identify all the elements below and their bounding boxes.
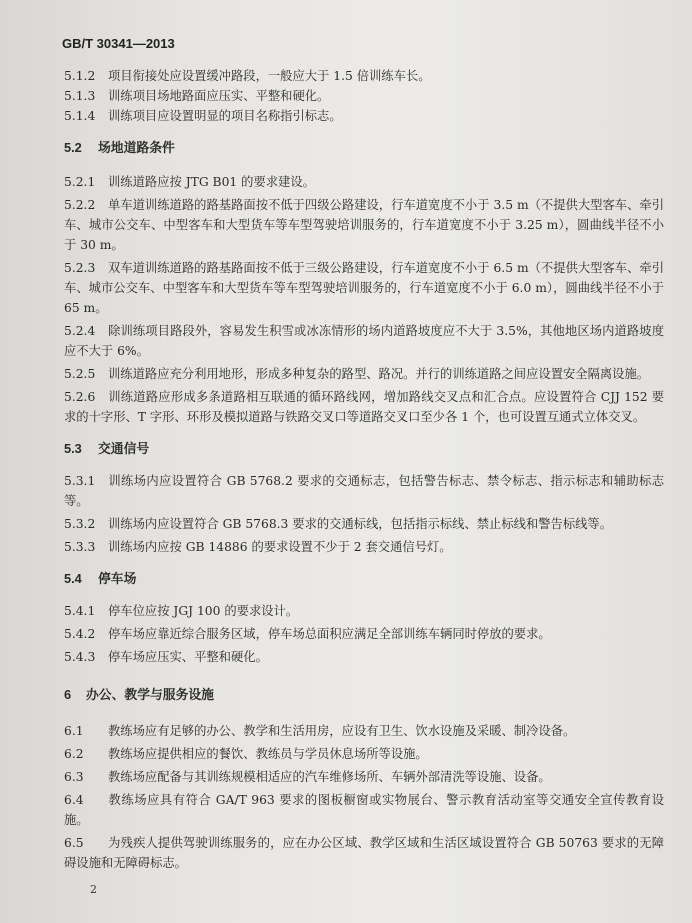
clause-number: 6.2 — [64, 747, 84, 761]
section-5-2-heading — [64, 138, 664, 158]
clause-text: 训练道路应形成多条道路相互联通的循环路线网，增加路线交叉点和汇合点。应设置符合 CJJ 152 要求的十字形、T 字形、环形及模拟道路与铁路交叉口等道路交叉口至少各 1 个，也可设置互通式立体交叉。 — [64, 390, 664, 424]
clause-number: 6.1 — [64, 724, 84, 738]
document-body — [64, 66, 664, 873]
clause-6-3 — [64, 767, 664, 787]
clause-text: 训练道路应按 JTG B01 的要求建设。 — [108, 175, 315, 189]
section-5-4-heading — [64, 569, 664, 589]
section-title: 办公、教学与服务设施 — [86, 687, 214, 702]
clause-5-4-2 — [64, 624, 664, 644]
section-5-1-tail — [64, 66, 664, 126]
clause-5-4-1 — [64, 601, 664, 621]
clause-number: 5.4.3 — [64, 650, 96, 664]
section-number: 5.4 — [64, 571, 82, 586]
clause-5-2-4 — [64, 321, 664, 361]
clause-number: 5.2.2 — [64, 198, 96, 212]
clause-6-5 — [64, 833, 664, 873]
clause-text: 单车道训练道路的路基路面按不低于四级公路建设，行车道宽度不小于 3.5 m（不提供大型客车、牵引车、城市公交车、中型客车和大型货车等车型驾驶培训服务的，行车道宽度不小于 3.25 m），圆曲线半径不小于 30 m。 — [64, 198, 664, 252]
clause-text: 停车场应压实、平整和硬化。 — [108, 650, 268, 664]
clause-number: 5.3.3 — [64, 540, 96, 554]
clause-5-1-4 — [64, 106, 664, 126]
clause-5-2-3 — [64, 258, 664, 318]
clause-5-1-3 — [64, 86, 664, 106]
clause-text: 教练场应提供相应的餐饮、教练员与学员休息场所等设施。 — [108, 747, 428, 761]
clause-number: 5.2.6 — [64, 390, 96, 404]
clause-5-4-3 — [64, 647, 664, 667]
clause-5-3-3 — [64, 537, 664, 557]
clause-text: 教练场应配备与其训练规模相适应的汽车维修场所、车辆外部清洗等设施、设备。 — [108, 770, 551, 784]
clause-text: 停车位应按 JGJ 100 的要求设计。 — [108, 604, 299, 618]
clause-6-1 — [64, 721, 664, 741]
standard-code-header: GB/T 30341—2013 — [62, 36, 175, 51]
clause-text: 训练场内应按 GB 14886 的要求设置不少于 2 套交通信号灯。 — [108, 540, 452, 554]
clause-5-3-1 — [64, 471, 664, 511]
clause-text: 双车道训练道路的路基路面按不低于三级公路建设，行车道宽度不小于 6.5 m（不提供大型客车、牵引车、城市公交车、中型客车和大型货车等车型驾驶培训服务的，行车道宽度不小于 6.0 m），圆曲线半径不小于 65 m。 — [64, 261, 664, 315]
clause-number: 5.2.5 — [64, 367, 96, 381]
clause-text: 停车场应靠近综合服务区域，停车场总面积应满足全部训练车辆同时停放的要求。 — [108, 627, 551, 641]
section-5-3-heading — [64, 439, 664, 459]
clause-text: 训练场内应设置符合 GB 5768.2 要求的交通标志，包括警告标志、禁令标志、指示标志和辅助标志等。 — [64, 474, 664, 508]
clause-6-4 — [64, 790, 664, 830]
section-5-2-body — [64, 172, 664, 427]
section-6-heading — [64, 685, 664, 705]
section-6-body — [64, 721, 664, 873]
clause-5-1-2 — [64, 66, 664, 86]
clause-number: 6.4 — [64, 793, 84, 807]
clause-number: 5.1.4 — [64, 109, 96, 123]
clause-number: 5.4.1 — [64, 604, 96, 618]
clause-5-2-5 — [64, 364, 664, 384]
clause-text: 训练项目场地路面应压实、平整和硬化。 — [108, 89, 330, 103]
section-number: 5.3 — [64, 441, 82, 456]
section-title: 交通信号 — [98, 441, 150, 456]
clause-text: 训练项目应设置明显的项目名称指引标志。 — [108, 109, 342, 123]
clause-number: 5.2.3 — [64, 261, 96, 275]
clause-5-2-2 — [64, 195, 664, 255]
clause-number: 5.2.4 — [64, 324, 96, 338]
clause-number: 5.2.1 — [64, 175, 96, 189]
section-5-3-body — [64, 471, 664, 557]
clause-number: 6.3 — [64, 770, 84, 784]
clause-5-3-2 — [64, 514, 664, 534]
section-title: 停车场 — [98, 571, 137, 586]
clause-number: 5.3.1 — [64, 474, 96, 488]
section-number: 6 — [64, 687, 72, 702]
clause-text: 训练道路应充分利用地形，形成多种复杂的路型、路况。并行的训练道路之间应设置安全隔离设施。 — [108, 367, 650, 381]
page-number: 2 — [90, 883, 97, 896]
clause-text: 为残疾人提供驾驶训练服务的，应在办公区域、教学区域和生活区域设置符合 GB 50763 要求的无障碍设施和无障碍标志。 — [64, 836, 664, 870]
clause-number: 5.1.3 — [64, 89, 96, 103]
clause-text: 训练场内应设置符合 GB 5768.3 要求的交通标线，包括指示标线、禁止标线和警告标线等。 — [108, 517, 613, 531]
clause-number: 6.5 — [64, 836, 84, 850]
clause-6-2 — [64, 744, 664, 764]
section-5-4-body — [64, 601, 664, 667]
clause-number: 5.4.2 — [64, 627, 96, 641]
clause-text: 教练场应具有符合 GA/T 963 要求的图板橱窗或实物展台、警示教育活动室等交通安全宣传教育设施。 — [64, 793, 664, 827]
clause-5-2-1 — [64, 172, 664, 192]
clause-text: 除训练项目路段外，容易发生积雪或冰冻情形的场内道路坡度应不大于 3.5%，其他地区场内道路坡度应不大于 6%。 — [64, 324, 664, 358]
clause-text: 项目衔接处应设置缓冲路段，一般应大于 1.5 倍训练车长。 — [108, 69, 431, 83]
clause-text: 教练场应有足够的办公、教学和生活用房，应设有卫生、饮水设施及采暖、制冷设备。 — [108, 724, 576, 738]
clause-5-2-6 — [64, 387, 664, 427]
section-title: 场地道路条件 — [98, 140, 175, 155]
clause-number: 5.1.2 — [64, 69, 96, 83]
section-number: 5.2 — [64, 140, 82, 155]
clause-number: 5.3.2 — [64, 517, 96, 531]
